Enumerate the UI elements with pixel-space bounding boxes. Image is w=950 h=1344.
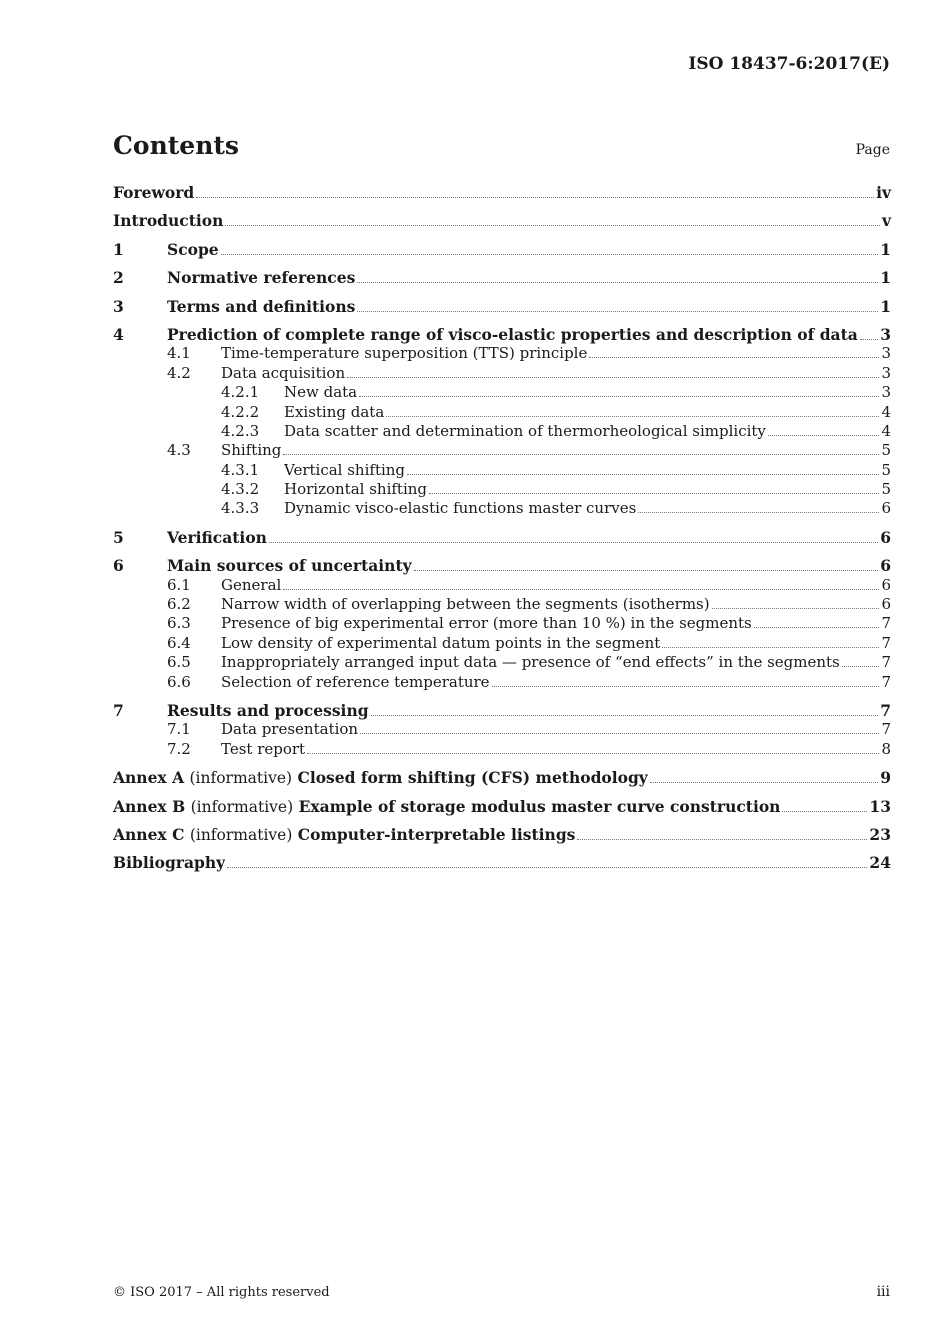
toc-entry-title bbox=[221, 595, 710, 613]
toc-entry-number: 6.3 bbox=[167, 614, 191, 633]
toc-entry-page: 7 bbox=[881, 720, 891, 739]
toc-entry-page: 5 bbox=[881, 441, 891, 460]
table-of-contents bbox=[113, 183, 891, 873]
dot-leader bbox=[283, 454, 879, 455]
toc-entry-number: 4.3 bbox=[167, 441, 191, 460]
toc-entry-title-text: Prediction of complete range of visco-elastic properties and description of data bbox=[167, 324, 858, 344]
toc-entry-title-text: Existing data bbox=[284, 402, 385, 421]
toc-entry[interactable] bbox=[113, 576, 891, 595]
toc-entry-title-text: New data bbox=[284, 383, 358, 402]
toc-entry[interactable] bbox=[113, 325, 891, 344]
toc-entry[interactable] bbox=[113, 297, 891, 316]
annex-kind-label: (informative) bbox=[189, 769, 293, 788]
toc-entry[interactable] bbox=[113, 701, 891, 720]
dot-leader bbox=[221, 254, 879, 255]
page-number: iii bbox=[876, 1284, 890, 1300]
toc-entry-title-text: Time-temperature superposition (TTS) principle bbox=[221, 344, 588, 363]
toc-entry-title bbox=[221, 364, 345, 382]
toc-entry-page: 5 bbox=[881, 480, 891, 499]
dot-leader bbox=[662, 647, 879, 648]
toc-entry-title bbox=[113, 768, 648, 787]
toc-entry[interactable] bbox=[113, 653, 891, 672]
toc-entry-page: 7 bbox=[880, 700, 891, 720]
toc-entry-page: 1 bbox=[880, 296, 891, 316]
toc-entry[interactable] bbox=[113, 768, 891, 787]
toc-entry[interactable] bbox=[113, 364, 891, 383]
toc-entry-title bbox=[221, 576, 281, 594]
toc-entry-page: 3 bbox=[880, 324, 891, 344]
toc-entry-number: 4.2.1 bbox=[221, 383, 260, 402]
toc-entry[interactable] bbox=[113, 797, 891, 816]
dot-leader bbox=[782, 811, 867, 812]
toc-entry[interactable] bbox=[113, 383, 891, 402]
dot-leader bbox=[414, 570, 879, 571]
dot-leader bbox=[712, 608, 880, 609]
toc-entry[interactable] bbox=[113, 403, 891, 422]
toc-entry-page: 3 bbox=[881, 344, 891, 363]
toc-entry-number: 7 bbox=[113, 700, 124, 720]
toc-entry-title bbox=[167, 240, 219, 259]
toc-entry-page: 4 bbox=[881, 421, 891, 440]
annex-kind-label: (informative) bbox=[190, 797, 294, 816]
document-id: ISO 18437-6:2017(E) bbox=[688, 54, 890, 74]
annex-title: Closed form shifting (CFS) methodology bbox=[297, 768, 648, 788]
toc-entry-page: 6 bbox=[881, 595, 891, 614]
toc-entry-title bbox=[113, 797, 780, 816]
toc-entry-title bbox=[221, 344, 587, 362]
dot-leader bbox=[371, 715, 879, 716]
dot-leader bbox=[842, 666, 880, 667]
toc-entry-title-text: Annex C bbox=[113, 824, 185, 844]
toc-entry[interactable] bbox=[113, 673, 891, 692]
toc-entry-number: 4.2 bbox=[167, 363, 191, 382]
toc-entry-title-text: Annex A bbox=[113, 768, 185, 788]
dot-leader bbox=[577, 839, 867, 840]
toc-entry[interactable] bbox=[113, 499, 891, 518]
copyright-footer: © ISO 2017 – All rights reserved bbox=[113, 1285, 330, 1300]
toc-entry-number: 6.6 bbox=[167, 672, 191, 691]
toc-entry-page: 13 bbox=[869, 796, 891, 816]
toc-entry-number: 1 bbox=[113, 239, 124, 259]
toc-entry-title bbox=[221, 653, 840, 671]
toc-entry-title-text: Presence of big experimental error (more than 10 %) in the segments bbox=[221, 614, 752, 633]
toc-entry-title bbox=[113, 211, 223, 230]
toc-entry-number: 6.5 bbox=[167, 653, 191, 672]
toc-entry-title-text: Test report bbox=[221, 739, 306, 758]
dot-leader bbox=[357, 282, 878, 283]
toc-entry-title bbox=[167, 325, 858, 344]
toc-entry-number: 6.4 bbox=[167, 633, 191, 652]
toc-entry-title-text: Inappropriately arranged input data — presence of “end effects” in the segments bbox=[221, 653, 840, 672]
toc-entry-page: 3 bbox=[881, 363, 891, 382]
toc-entry-number: 4.2.3 bbox=[221, 421, 260, 440]
toc-entry-title-text: Annex B bbox=[113, 796, 186, 816]
toc-entry-title-text: Low density of experimental datum points in the segment bbox=[221, 633, 661, 652]
annex-kind-label: (informative) bbox=[189, 825, 293, 844]
toc-entry-title-text: Normative references bbox=[167, 268, 356, 288]
toc-entry[interactable] bbox=[113, 344, 891, 363]
toc-entry-page: v bbox=[881, 211, 891, 231]
toc-entry-number: 7.2 bbox=[167, 739, 191, 758]
toc-entry-title-text: Horizontal shifting bbox=[284, 480, 428, 499]
toc-entry-page: 5 bbox=[881, 460, 891, 479]
toc-entry-title bbox=[284, 480, 427, 498]
toc-entry-page: 7 bbox=[881, 672, 891, 691]
toc-entry-title bbox=[167, 556, 412, 575]
toc-entry-title bbox=[113, 853, 225, 872]
toc-entry-number: 4.2.2 bbox=[221, 402, 260, 421]
toc-entry[interactable] bbox=[113, 268, 891, 287]
page-column-label: Page bbox=[855, 142, 890, 158]
toc-entry-page: 6 bbox=[881, 499, 891, 518]
toc-entry-title bbox=[284, 383, 357, 401]
dot-leader bbox=[589, 357, 879, 358]
toc-entry[interactable] bbox=[113, 528, 891, 547]
contents-title: Contents bbox=[113, 131, 240, 160]
toc-entry-title bbox=[221, 634, 660, 652]
toc-entry-title-text: Data scatter and determination of thermorheological simplicity bbox=[284, 421, 766, 440]
toc-entry-title-text: General bbox=[221, 575, 282, 594]
toc-entry[interactable] bbox=[113, 211, 891, 230]
toc-entry-number: 6 bbox=[113, 556, 124, 576]
dot-leader bbox=[754, 627, 880, 628]
toc-entry-number: 4.3.3 bbox=[221, 499, 260, 518]
toc-entry-title-text: Dynamic visco-elastic functions master curves bbox=[284, 499, 637, 518]
toc-entry-page: 3 bbox=[881, 383, 891, 402]
toc-entry-page: 7 bbox=[881, 633, 891, 652]
toc-entry-page: 7 bbox=[881, 614, 891, 633]
toc-entry-title bbox=[167, 528, 267, 547]
toc-entry-page: 6 bbox=[881, 575, 891, 594]
toc-entry-page: iv bbox=[876, 183, 891, 202]
toc-entry-title bbox=[284, 499, 636, 517]
toc-entry-title-text: Verification bbox=[167, 527, 267, 547]
toc-entry[interactable] bbox=[113, 461, 891, 480]
dot-leader bbox=[196, 197, 874, 198]
toc-entry-title bbox=[113, 825, 575, 844]
toc-entry-title bbox=[167, 701, 369, 720]
toc-entry-title bbox=[221, 441, 281, 459]
toc-entry-title bbox=[221, 614, 752, 632]
toc-entry-number: 4.3.1 bbox=[221, 460, 260, 479]
dot-leader bbox=[860, 339, 878, 340]
toc-entry-page: 9 bbox=[880, 768, 891, 788]
dot-leader bbox=[359, 396, 879, 397]
toc-entry-title-text: Narrow width of overlapping between the segments (isotherms) bbox=[221, 595, 710, 614]
toc-entry-number: 3 bbox=[113, 296, 124, 316]
toc-entry-page: 1 bbox=[880, 268, 891, 288]
dot-leader bbox=[386, 416, 879, 417]
toc-entry-title-text: Selection of reference temperature bbox=[221, 672, 490, 691]
annex-title: Computer-interpretable listings bbox=[297, 824, 576, 844]
toc-entry-page: 6 bbox=[880, 527, 891, 547]
toc-entry-title bbox=[167, 268, 355, 287]
dot-leader bbox=[283, 589, 879, 590]
toc-entry[interactable] bbox=[113, 480, 891, 499]
dot-leader bbox=[269, 542, 878, 543]
toc-entry[interactable] bbox=[113, 825, 891, 844]
toc-entry[interactable] bbox=[113, 853, 891, 872]
dot-leader bbox=[347, 377, 879, 378]
dot-leader bbox=[407, 474, 879, 475]
toc-entry-title-text: Scope bbox=[167, 239, 219, 259]
toc-entry[interactable] bbox=[113, 720, 891, 739]
toc-entry[interactable] bbox=[113, 183, 891, 202]
dot-leader bbox=[429, 493, 879, 494]
toc-entry[interactable] bbox=[113, 634, 891, 653]
toc-entry-title-text: Results and processing bbox=[167, 700, 369, 720]
toc-entry[interactable] bbox=[113, 441, 891, 460]
toc-entry-number: 7.1 bbox=[167, 720, 191, 739]
toc-entry-title-text: Foreword bbox=[113, 183, 195, 202]
toc-entry-page: 24 bbox=[869, 853, 891, 873]
toc-entry-title-text: Main sources of uncertainty bbox=[167, 556, 412, 576]
toc-entry-title bbox=[221, 673, 490, 691]
toc-entry[interactable] bbox=[113, 614, 891, 633]
toc-entry-number: 4.1 bbox=[167, 344, 191, 363]
toc-entry-number: 2 bbox=[113, 268, 124, 288]
toc-entry-title bbox=[113, 183, 194, 202]
toc-entry-number: 4 bbox=[113, 324, 124, 344]
toc-entry-number: 4.3.2 bbox=[221, 480, 260, 499]
dot-leader bbox=[357, 311, 878, 312]
toc-entry-title-text: Bibliography bbox=[113, 853, 226, 873]
toc-entry-title bbox=[284, 422, 766, 440]
dot-leader bbox=[360, 733, 879, 734]
toc-entry-title-text: Vertical shifting bbox=[284, 460, 406, 479]
toc-entry-title bbox=[221, 740, 305, 758]
toc-entry[interactable] bbox=[113, 240, 891, 259]
toc-entry-page: 1 bbox=[880, 239, 891, 259]
dot-leader bbox=[492, 686, 880, 687]
dot-leader bbox=[638, 512, 879, 513]
dot-leader bbox=[227, 867, 867, 868]
toc-entry-page: 7 bbox=[881, 653, 891, 672]
dot-leader bbox=[225, 225, 880, 226]
toc-entry-title bbox=[284, 403, 384, 421]
toc-entry-title-text: Data presentation bbox=[221, 720, 359, 739]
toc-entry-title-text: Data acquisition bbox=[221, 363, 346, 382]
toc-entry-number: 5 bbox=[113, 527, 124, 547]
toc-entry-title-text: Terms and definitions bbox=[167, 296, 356, 316]
toc-entry[interactable] bbox=[113, 595, 891, 614]
toc-entry-number: 6.2 bbox=[167, 595, 191, 614]
dot-leader bbox=[768, 435, 880, 436]
toc-entry[interactable] bbox=[113, 556, 891, 575]
dot-leader bbox=[307, 753, 879, 754]
toc-entry-title-text: Introduction bbox=[113, 211, 224, 231]
dot-leader bbox=[650, 782, 878, 783]
toc-entry[interactable] bbox=[113, 422, 891, 441]
toc-entry[interactable] bbox=[113, 740, 891, 759]
toc-entry-title bbox=[284, 461, 405, 479]
annex-title: Example of storage modulus master curve construction bbox=[298, 796, 781, 816]
toc-entry-page: 4 bbox=[881, 402, 891, 421]
toc-entry-title bbox=[221, 720, 358, 738]
toc-entry-title-text: Shifting bbox=[221, 441, 282, 460]
toc-entry-title bbox=[167, 297, 355, 316]
toc-entry-page: 23 bbox=[869, 824, 891, 844]
toc-entry-number: 6.1 bbox=[167, 575, 191, 594]
toc-entry-page: 6 bbox=[880, 556, 891, 576]
toc-entry-page: 8 bbox=[881, 739, 891, 758]
